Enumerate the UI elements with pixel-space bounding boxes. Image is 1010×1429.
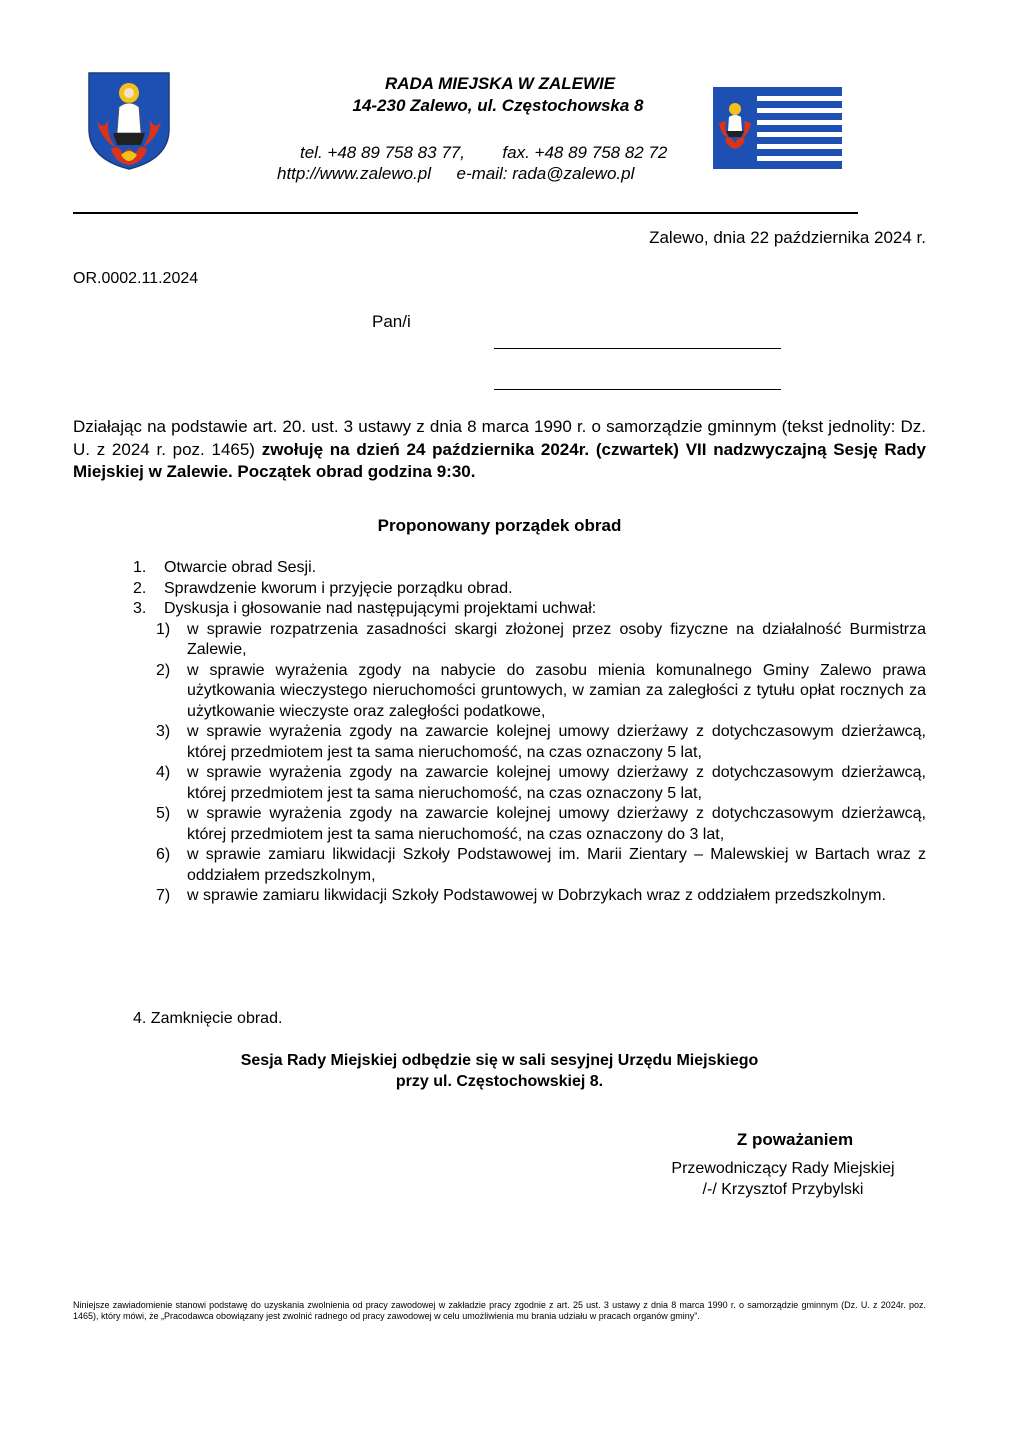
agenda-subitem	[73, 620, 926, 661]
agenda-subitem	[73, 661, 926, 723]
agenda-subitem	[73, 804, 926, 845]
reference-number: OR.0002.11.2024	[73, 270, 199, 287]
agenda-subitem-number: 7)	[156, 887, 171, 904]
agenda-title: Proponowany porządek obrad	[377, 516, 622, 535]
agenda-item-number: 1.	[133, 559, 147, 576]
agenda-item-text: Sprawdzenie kworum i przyjęcie porządku obrad.	[164, 579, 513, 597]
agenda-subitem-number: 6)	[156, 846, 171, 863]
addressee-line-2	[494, 389, 781, 390]
agenda-subitem	[73, 886, 926, 907]
agenda-subitem-text: w sprawie rozpatrzenia zasadności skargi złożonej przez osoby fizyczne na działalność Burmistrza Zalewie,	[187, 620, 926, 658]
intro-bold: zwołuję na dzień 24 października 2024r. (czwartek) VII nadzwyczajną Sesję Rady Miejskiej w Zalewie. Początek obrad godzina 9:30.	[73, 439, 926, 481]
signature-role: Przewodniczący Rady Miejskiej	[671, 1160, 895, 1177]
intro-normal: Działając na podstawie art. 20. ust. 3 ustawy z dnia 8 marca 1990 r. o samorządzie gminnym (tekst jednolity: Dz. U. z 2024 r. poz. 1465)	[73, 417, 926, 459]
agenda-subitem	[73, 763, 926, 804]
agenda-subitem-text: w sprawie zamiaru likwidacji Szkoły Podstawowej im. Marii Zientary – Malewskiej w Bartach wraz z oddziałem przedszkolnym,	[187, 846, 926, 884]
signature-name: /-/ Krzysztof Przybylski	[702, 1181, 864, 1198]
header-divider	[73, 212, 858, 214]
website-link[interactable]: http://www.zalewo.pl	[277, 164, 432, 183]
agenda-item-number: 3.	[133, 600, 147, 617]
agenda-item	[73, 599, 926, 620]
org-name: RADA MIEJSKA W ZALEWIE	[384, 74, 616, 93]
agenda-subitem-text: w sprawie wyrażenia zgody na nabycie do zasobu mienia komunalnego Gminy Zalewo prawa użytkowania wieczystego nieruchomości gruntowych, w zamian za zaległości z tytułu opłat rocznych za użytkowanie wieczyste oraz zaległości podatkowe,	[187, 661, 926, 720]
agenda-item	[73, 558, 926, 579]
agenda-item-number: 2.	[133, 579, 147, 597]
agenda-item	[73, 579, 926, 600]
agenda-closing-item: 4. Zamknięcie obrad.	[133, 1010, 283, 1027]
addressee-line-1	[494, 348, 781, 349]
fax-text: fax. +48 89 758 82 72	[502, 143, 668, 162]
signature-greeting: Z poważaniem	[736, 1130, 854, 1149]
coat-of-arms-icon	[87, 71, 171, 171]
agenda-item-text: Dyskusja i głosowanie nad następującymi projektami uchwał:	[164, 600, 597, 617]
email-link[interactable]: e-mail: rada@zalewo.pl	[456, 164, 635, 183]
venue-line-2: przy ul. Częstochowskiej 8.	[395, 1073, 604, 1090]
agenda-subitem-number: 4)	[156, 764, 171, 781]
venue-line-1: Sesja Rady Miejskiej odbędzie się w sali sesyjnej Urzędu Miejskiego	[240, 1052, 759, 1069]
agenda-subitem-text: w sprawie wyrażenia zgody na zawarcie kolejnej umowy dzierżawy z dotychczasowym dzierżawcą, której przedmiotem jest ta sama nieruchomość, na czas oznaczony 5 lat,	[187, 723, 926, 761]
signature-block	[598, 1158, 968, 1200]
date-line: Zalewo, dnia 22 października 2024 r.	[649, 228, 926, 247]
agenda-subitem-number: 1)	[156, 620, 171, 638]
agenda-list	[73, 558, 926, 907]
agenda-subitem-text: w sprawie wyrażenia zgody na zawarcie kolejnej umowy dzierżawy z dotychczasowym dzierżawcą, której przedmiotem jest ta sama nieruchomość, na czas oznaczony do 3 lat,	[187, 805, 926, 843]
agenda-subitem	[73, 845, 926, 886]
venue-block	[73, 1050, 926, 1092]
flag-icon	[713, 87, 842, 169]
agenda-subitem-text: w sprawie wyrażenia zgody na zawarcie kolejnej umowy dzierżawy z dotychczasowym dzierżawcą, której przedmiotem jest ta sama nieruchomość, na czas oznaczony 5 lat,	[187, 764, 926, 802]
agenda-subitem-number: 2)	[156, 661, 171, 679]
intro-paragraph	[73, 416, 926, 484]
agenda-subitem-text: w sprawie zamiaru likwidacji Szkoły Podstawowej w Dobrzykach wraz z oddziałem przedszkolnym.	[187, 887, 886, 904]
footnote: Niniejsze zawiadomienie stanowi podstawę do uzyskania zwolnienia od pracy zawodowej w zakładzie pracy zgodnie z art. 25 ust. 3 ustawy z dnia 8 marca 1990 r. o samorządzie gminnym (Dz. U. z 2024r. poz. 1465), który mówi, że „Pracodawca obowiązany jest zwolnić radnego od pracy zawodowej w celu umożliwienia mu brania udziału w pracach organów gminy”.	[73, 1300, 926, 1321]
org-address: 14-230 Zalewo, ul. Częstochowska 8	[352, 96, 644, 115]
agenda-subitem	[73, 722, 926, 763]
agenda-subitem-number: 5)	[156, 805, 171, 822]
phone-text: tel. +48 89 758 83 77,	[300, 143, 465, 162]
agenda-item-text: Otwarcie obrad Sesji.	[164, 559, 317, 576]
agenda-subitem-number: 3)	[156, 723, 171, 740]
addressee-label: Pan/i	[372, 312, 411, 331]
